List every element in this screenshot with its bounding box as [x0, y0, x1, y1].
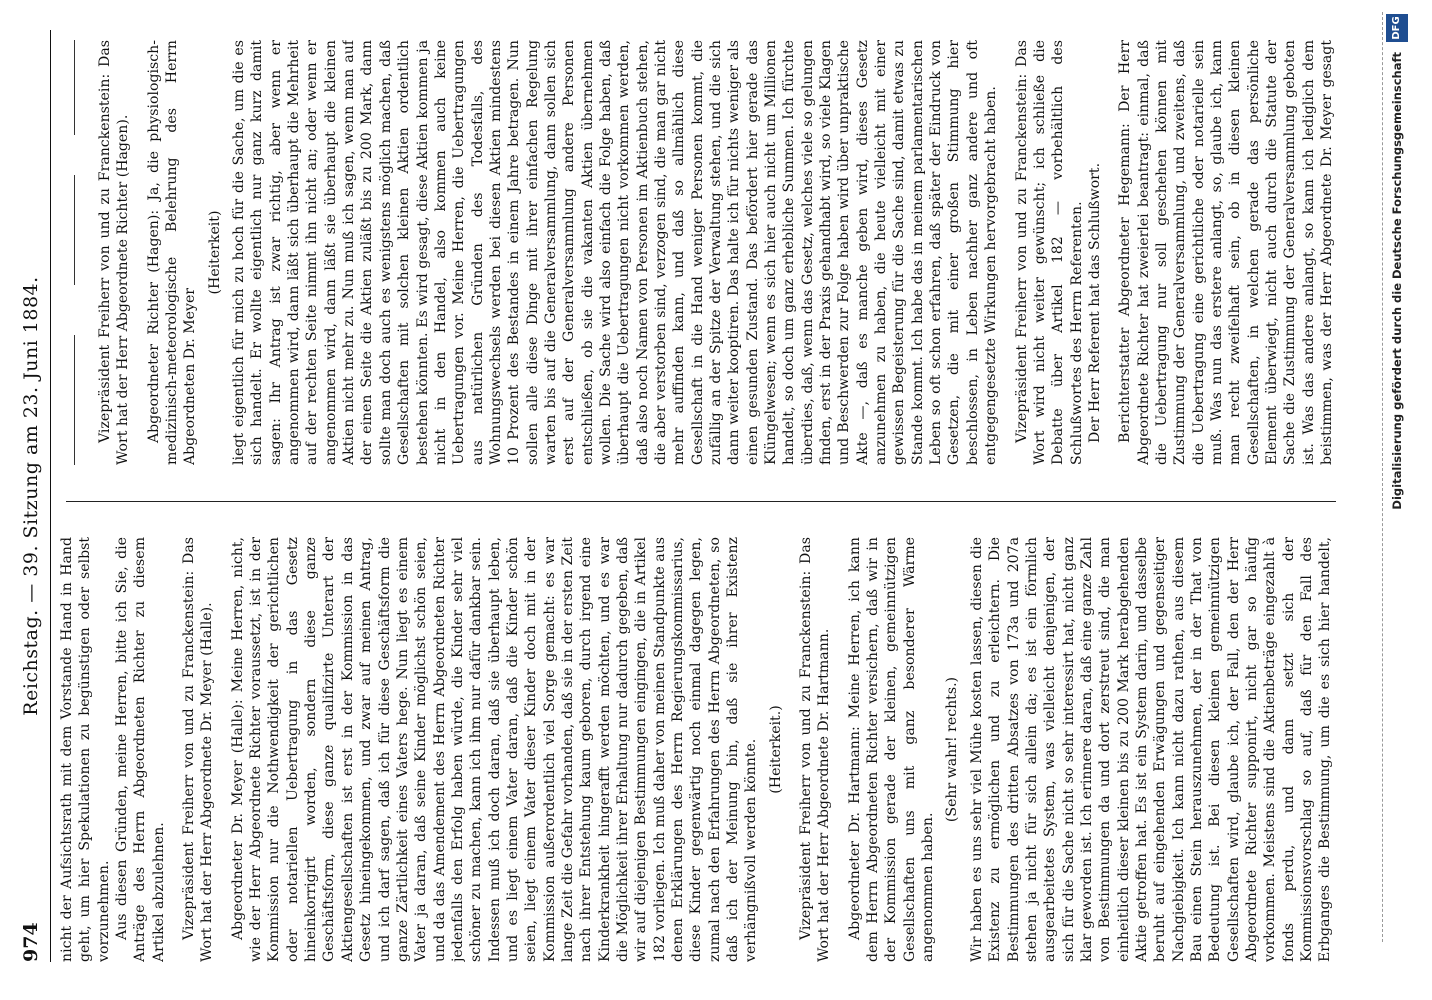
- left-column: [58, 537, 1336, 962]
- paragraph-speech-richter: Abgeordneter Richter (Hagen): Ja, die physiologisch-medizinisch-meteorologische Belehrung des Herrn Abgeordneten Dr. Meyer: [145, 40, 199, 465]
- page-header-title: Reichstag. — 39. Sitzung am 23. Juni 1884.: [20, 276, 42, 716]
- paragraph-vice-president-3: Vizepräsident Freiherr von und zu Franckenstein: Das Wort hat der Herr Abgeordnete Richter (Hagen).: [97, 40, 132, 465]
- right-column: [58, 40, 1336, 465]
- paragraph-referent: Der Herr Referent hat das Schlußwort.: [1086, 162, 1103, 443]
- paragraph-speech-hegemann: Berichterstatter Abgeordneter Hegemann: Der Herr Abgeordnete Richter hat zweierlei beantragt: einmal, daß die Uebertragung nur soll geschehen können mit Zustimmung der Generalversammlung, und zweitens, daß die Uebertragung eine gerichtliche oder notarielle sein muß. Was nun das erstere anlangt, so, glaube ich, kann man recht zweifelhaft sein, ob in diesen kleinen Gesellschaften, in welchen gerade das persönliche Element überwiegt, nicht auch durch die Statute der Sache die Zustimmung der Generalversammlung geboten ist. Was das andere anlangt, so kann ich lediglich dem beistimmen, was der Herr Abgeordnete Dr. Meyer gesagt: [1117, 40, 1335, 465]
- paragraph-vice-president-2: Vizepräsident Freiherr von und zu Franckenstein: Das Wort hat der Herr Abgeordnete Dr. Hartmann.: [798, 537, 833, 962]
- paragraph-speech-hartmann-cont: Wir haben es uns sehr viel Mühe kosten lassen, diesen die Existenz zu ermöglichen und zu erleichtern. Die Bestimmungen des dritten Absatzes von 173a und 207a stehen ja nicht für sich allein da; es ist ein förmlich ausgearbeitetes System, was vielleicht denjenigen, der sich für die Sache nicht so sehr interessirt hat, nicht ganz klar geworden ist. Ich erinnere daran, daß eine ganze Zahl von Bestimmungen da und dort zerstreut sind, die man einheitlich dieser kleinen bis zu 200 Mark herabgehenden Aktie getroffen hat. Es ist ein System darin, und dasselbe beruht auf eingehenden Erwägungen und gegenseitiger Nachgiebigkeit. Ich kann nicht dazu rathen, aus diesem Bau einen Stein herauszunehmen, der in der That von Bedeutung ist. Bei diesen kleinen gemeinnützigen Gesellschaften wird, glaube ich, der Fall, den der Herr Abgeordnete Richter supponirt, nicht gar so häufig vorkommen. Meistens sind die Aktienbeträge eingezahlt à fonds perdu, und dann setzt sich der Kommissionsvorschlag so auf, daß für den Fall des Erbganges die Bestimmung, um die es sich hier handelt,: [968, 537, 1334, 962]
- paragraph-vice-president-1: Vizepräsident Freiherr von und zu Franckenstein: Das Wort hat der Herr Abgeordnete Dr. Meyer (Halle).: [181, 537, 216, 962]
- stage-direction-laughter-2: (Heiterkeit): [206, 210, 223, 295]
- paragraph-speech-hartmann: Abgeordneter Dr. Hartmann: Meine Herren, ich kann dem Herrn Abgeordneten Richter versichern, daß wir in der Kommission gerade der kleinen, gemeinnützigen Gesellschaften uns mit ganz besonderer Wärme angenommen haben.: [846, 537, 937, 962]
- paragraph-continuation: nicht der Aufsichtsrath mit dem Vorstande Hand in Hand geht, um hier Spekulationen zu begünstigen oder selbst vorzunehmen.: [59, 537, 112, 962]
- page-number: 974: [20, 922, 42, 962]
- column-top-rules: [58, 40, 92, 465]
- dfg-credit-text: Digitalisierung gefördert durch die Deutsche Forschungsgemeinschaft: [1390, 52, 1404, 510]
- column-divider: [66, 501, 1336, 502]
- running-head: [20, 30, 42, 962]
- paragraph-speech-meyer: Abgeordneter Dr. Meyer (Halle): Meine Herren, nicht, wie der Herr Abgeordnete Richter voraussetzt, ist in der Kommission nur die Nothwendigkeit der gerichtlichen oder notariellen Uebertragung in das Gesetz hineinkorrigirt worden, sondern diese ganze Geschäftsform, diese ganze qualifizirte Unterart der Aktiengesellschaften ist erst in der Kommission in das Gesetz hineingekommen, und zwar auf meinen Antrag, und ich darf sagen, daß ich für diese Geschäftsform die ganze Zärtlichkeit eines Vaters hege. Nun liegt es einem Vater ja daran, daß seine Kinder möglichst schön seien, und da das Amendement des Herrn Abgeordneten Richter jedenfalls den Erfolg haben würde, die Kinder sehr viel schöner zu machen, kann ich ihm nur dafür dankbar sein. Indessen muß ich doch daran, daß sie überhaupt leben, und es liegt einem Vater daran, daß die Kinder schön seien, liegt einem Vater dieser Kinder doch mit in der Kommission außerordentlich viel Sorge gemacht: es war lange Zeit die Gefahr vorhanden, daß sie in der ersten Zeit nach ihrer Entstehung kaum geboren, durch irgend eine Kinderkrankheit hingerafft werden möchten, und es war die Möglichkeit ihrer Erhaltung nur dadurch gegeben, daß wir auf diejenigen Bestimmungen eingingen, die in Artikel 182 vorliegen. Ich muß daher von meinen Standpunkte aus denen Erklärungen des Herrn Regierungskommissarius, diese Kinder gegenwärtig noch einmal dagegen legen, zumal nach den Erfahrungen des Herrn Abgeordneten, so daß ich der Meinung bin, daß sie ihrer Existenz verhängnißvoll werden könnte.: [229, 537, 760, 962]
- stage-direction-agreement: (Sehr wahr! rechts.): [944, 676, 961, 823]
- dfg-logo: DFG: [1386, 14, 1408, 42]
- stage-direction-laughter: (Heiterkeit.): [767, 705, 784, 794]
- dfg-credit-strip: [1380, 12, 1414, 942]
- dfg-dashed-rule: [1382, 12, 1383, 942]
- paragraph-speech-richter-cont: liegt eigentlich für mich zu hoch für die Sache, um die es sich handelt. Er wollte eigentlich nur ganz kurz damit sagen: Ihr Antrag ist zwar richtig, aber wenn er angenommen wird, dann läßt sich überhaupt die Mehrheit auf der rechten Seite nimmt ihn nicht an; oder wenn er angenommen wird, dann läßt sie überhaupt die kleinen Aktien nicht mehr zu. Nun muß ich sagen, wenn man auf der einen Seite die Aktien zuläßt bis zu 200 Mark, dann sollte man doch auch es wenigstens möglich machen, daß Gesellschaften mit solchen kleinen Aktien ordentlich bestehen könnten. Es wird gesagt, diese Aktien kommen ja nicht in den Handel, also kommen auch keine Uebertragungen vor. Meine Herren, die Uebertragungen aus natürlichen Gründen des Todesfalls, des Wohnungswechsels werden bei diesen Aktien mindestens 10 Prozent des Bestandes in einem Jahre betragen. Nun sollen alle diese Dinge mit ihrer einfachen Regelung warten bis auf die Generalversammlung, dann sollen sich erst auf der Generalversammlung andere Personen entschließen, ob sie die vakanten Aktien übernehmen wollen. Die Sache wird also einfach die Folge haben, daß überhaupt die Uebertragungen nicht vorkommen werden, daß also noch Namen von Personen im Aktienbuch stehen, die aber verstorben sind, verzogen sind, die man gar nicht mehr auffinden kann, und daß so allmählich diese Gesellschaft in die Hand weniger Personen kommt, die zufällig an der Spitze der Verwaltung stehen, und die sich dann weiter kooptiren. Das halte ich für nichts weniger als einen gesunden Zustand. Das befördert hier gerade das Klüngelwesen; wenn es sich hier auch nicht um Millionen handelt, so doch um ganz erhebliche Summen. Ich fürchte überdies, daß, wenn das Gesetz, welches viele so gelungen finden, erst in der Praxis gehandhabt wird, so viele Klagen und Beschwerden zur Folge haben wird über unpraktische Akte —, daß es manche geben wird, dieses Gesetz anzunehmen zu haben, die heute vielleicht mit einer gewissen Begeisterung für die Sache sind, damit etwas zu Stande kommt. Ich habe das in meinem parlamentarischen Leben so oft schon erfahren, daß später der Eindruck von Gesetzen, die mit einer großen Stimmung hier beschlossen, in Leben nachher ganz andere und oft entgegengesetzte Wirkungen hervorgebracht haben.: [231, 40, 1000, 465]
- paragraph-vice-president-4: Vizepräsident Freiherr von und zu Franckenstein: Das Wort wird nicht weiter gewünscht; ich schließe die Debatte über Artikel 182 — vorbehältlich des Schlußwortes des Herrn Referenten.: [1013, 40, 1085, 465]
- header-rule: [50, 30, 51, 962]
- paragraph-conclusion: Aus diesen Gründen, meine Herren, bitte ich Sie, die Anträge des Herrn Abgeordneten Richter zu diesem Artikel abzulehnen.: [114, 537, 167, 962]
